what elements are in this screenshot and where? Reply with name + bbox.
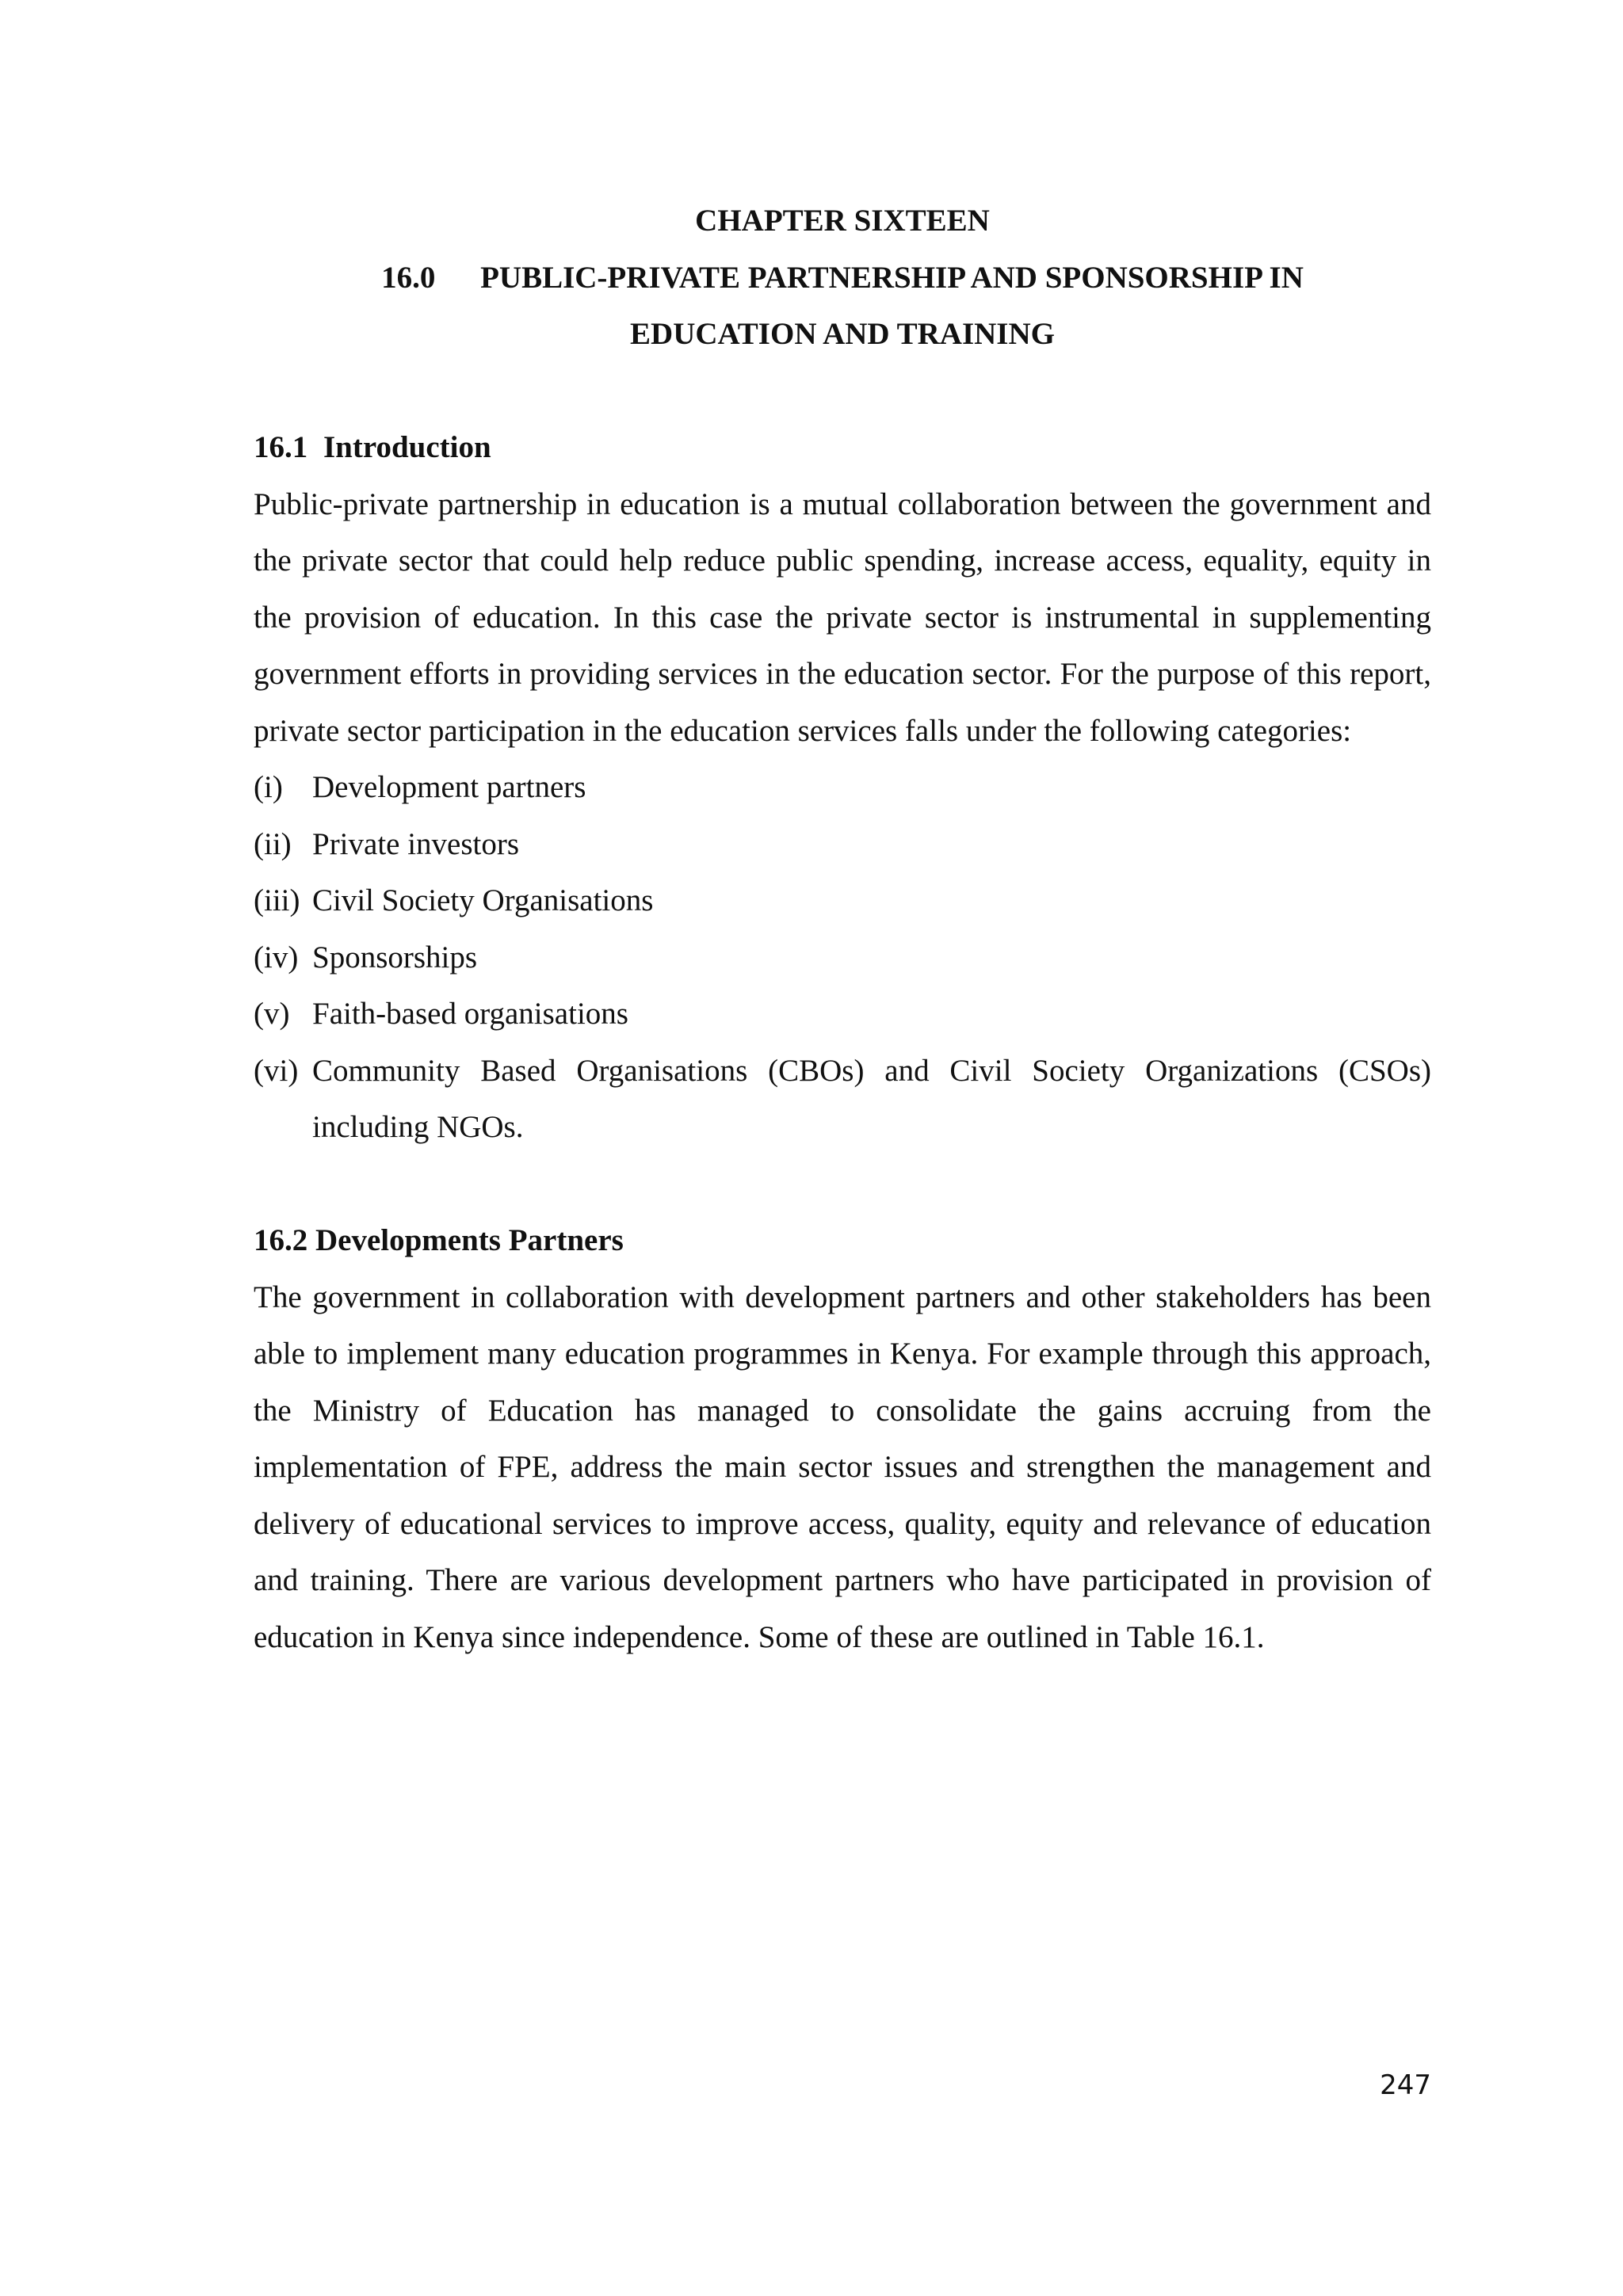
section-title: Introduction — [323, 430, 491, 464]
chapter-heading-line2: EDUCATION AND TRAINING — [630, 317, 1055, 351]
page-content — [254, 193, 1431, 1665]
list-text: Faith-based organisations — [312, 997, 628, 1031]
list-text: Private investors — [312, 826, 520, 861]
list-item — [254, 1043, 1431, 1156]
page-number: 247 — [1380, 2069, 1431, 2101]
section-heading-introduction — [254, 419, 1431, 476]
list-marker: (iii) — [254, 883, 300, 917]
list-text: Civil Society Organisations — [312, 883, 654, 917]
chapter-number: 16.0 — [381, 260, 436, 295]
list-item — [254, 872, 1431, 929]
chapter-title: CHAPTER SIXTEEN — [695, 204, 990, 238]
section-heading-development-partners — [254, 1212, 1431, 1269]
list-text: Community Based Organisations (CBOs) and Civil Society Organizations (CSOs) including NGOs. — [312, 1053, 1431, 1144]
section-title: Developments Partners — [315, 1223, 624, 1257]
section-number: 16.2 — [254, 1223, 308, 1257]
chapter-heading — [254, 250, 1431, 307]
list-item — [254, 816, 1431, 873]
list-item — [254, 986, 1431, 1043]
list-text: Development partners — [312, 770, 586, 804]
list-marker: (vi) — [254, 1053, 299, 1088]
chapter-heading-line1: PUBLIC-PRIVATE PARTNERSHIP AND SPONSORSHIP IN — [480, 260, 1304, 295]
introduction-paragraph: Public-private partnership in education is a mutual collaboration between the government and the private sector that could help reduce public spending, increase access, equality, equity in the provision of education. In this case the private sector is instrumental in supplementing government efforts in providing services in the education sector. For the purpose of this report, private sector participation in the education services falls under the following categories: — [254, 486, 1431, 748]
list-item — [254, 929, 1431, 986]
list-marker: (i) — [254, 770, 283, 804]
development-partners-paragraph: The government in collaboration with development partners and other stakeholders has been able to implement many education programmes in Kenya. For example through this approach, the Ministry of Education has managed to consolidate the gains accruing from the implementation of FPE, address the main sector issues and strengthen the management and delivery of educational services to improve access, quality, equity and relevance of education and training. There are various development partners who have participated in provision of education in Kenya since independence. Some of these are outlined in Table 16.1. — [254, 1280, 1431, 1654]
list-marker: (v) — [254, 997, 290, 1031]
list-marker: (iv) — [254, 940, 299, 974]
categories-list — [254, 759, 1431, 1156]
list-item — [254, 759, 1431, 816]
section-number: 16.1 — [254, 430, 308, 464]
list-marker: (ii) — [254, 826, 292, 861]
list-text: Sponsorships — [312, 940, 478, 974]
